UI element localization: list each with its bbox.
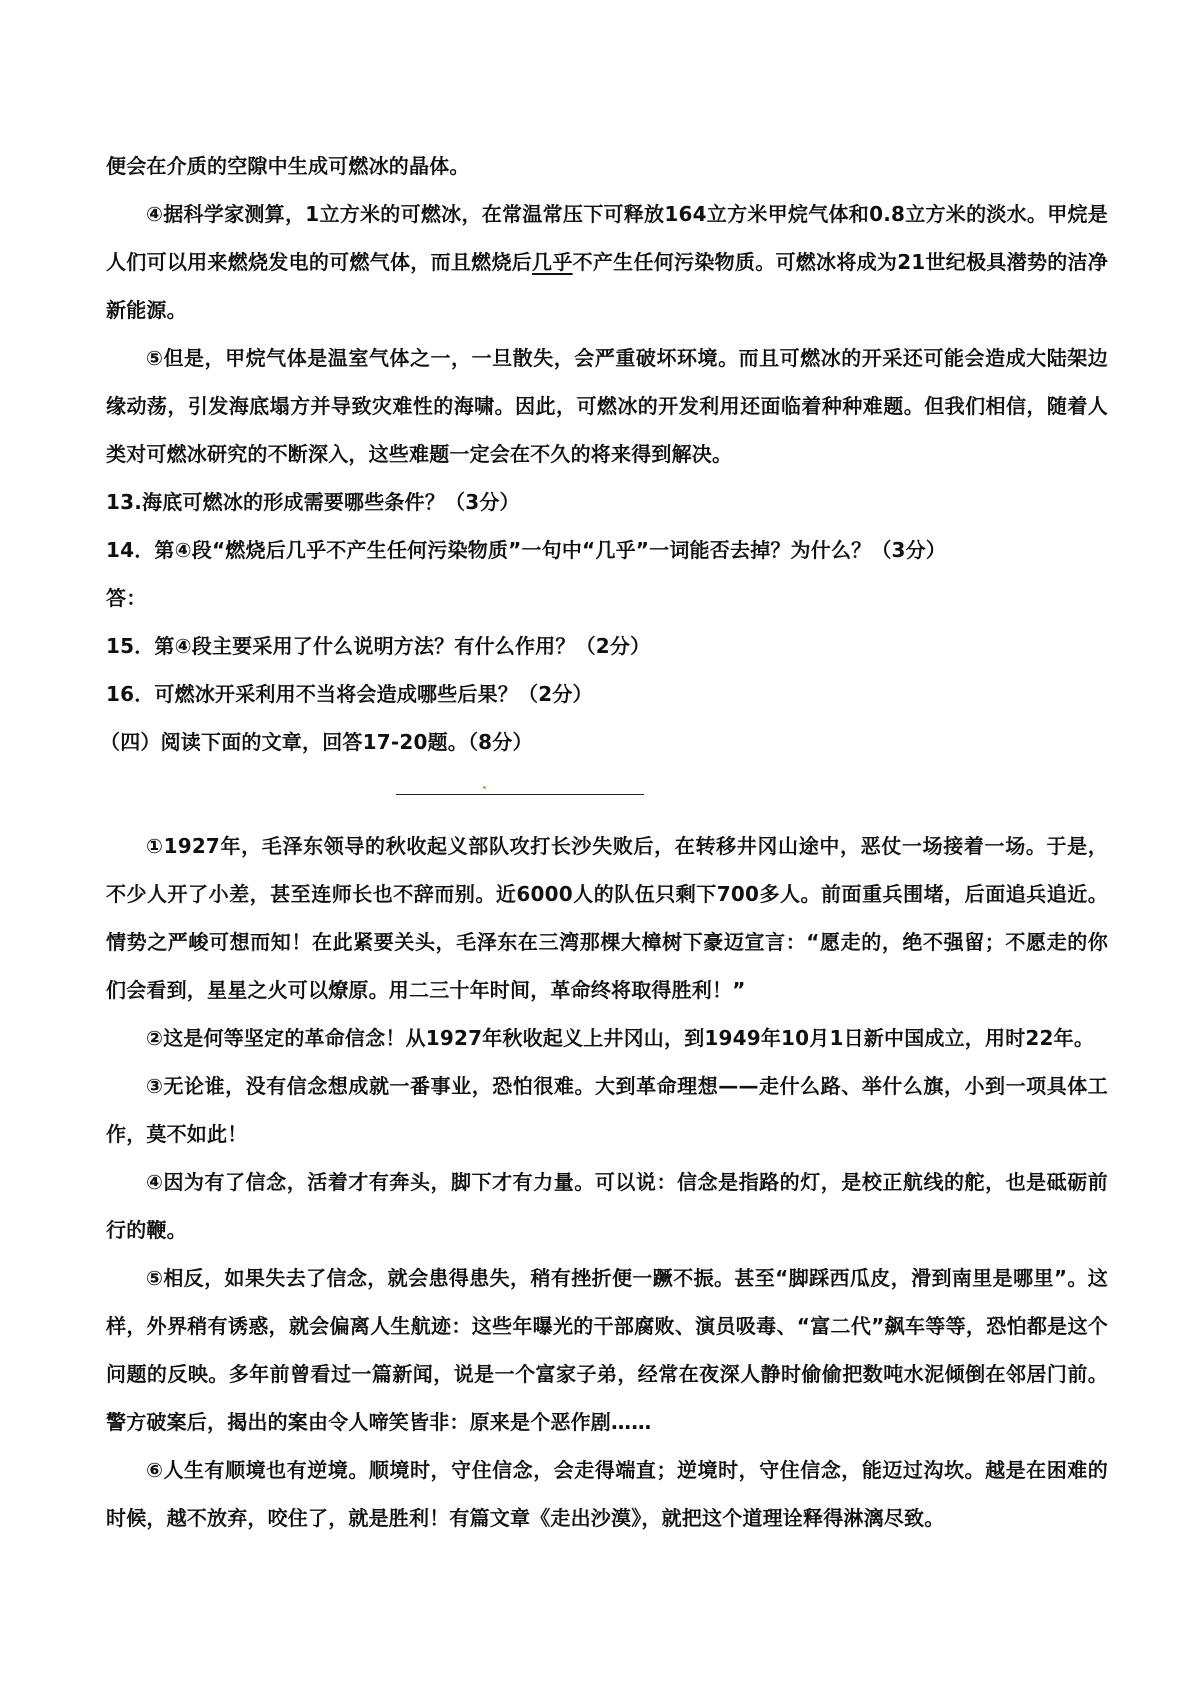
title-blank-line — [106, 766, 1108, 814]
question-13: 13.海底可燃冰的形成需要哪些条件？（3分） — [106, 490, 520, 514]
article-paragraph-4: ④因为有了信念，活着才有奔头，脚下才有力量。可以说：信念是指路的灯，是校正航线的舵，也是砥砺前行的鞭。 — [106, 1170, 1108, 1242]
article-paragraph-3: ③无论谁，没有信念想成就一番事业，恐怕很难。大到革命理想——走什么路、举什么旗，小到一项具体工作，莫不如此！ — [106, 1074, 1108, 1146]
paragraph-4 — [106, 190, 1108, 334]
blank-underline — [396, 794, 644, 795]
underlined-word: 几乎 — [532, 250, 573, 274]
question-16: 16．可燃冰开采利用不当将会造成哪些后果？（2分） — [106, 682, 593, 706]
article-paragraph-6: ⑥人生有顺境也有逆境。顺境时，守住信念，会走得端直；逆境时，守住信念，能迈过沟坎。越是在困难的时候，越不放弃，咬住了，就是胜利！有篇文章《走出沙漠》，就把这个道理诠释得淋漓尽致。 — [106, 1458, 1108, 1530]
paragraph-5: ⑤但是，甲烷气体是温室气体之一，一旦散失，会严重破坏环境。而且可燃冰的开采还可能会造成大陆架边缘动荡，引发海底塌方并导致灾难性的海啸。因此，可燃冰的开发利用还面临着种种难题。但我们相信，随着人类对可燃冰研究的不断深入，这些难题一定会在不久的将来得到解决。 — [106, 346, 1108, 466]
article-paragraph-1: ①1927年，毛泽东领导的秋收起义部队攻打长沙失败后，在转移井冈山途中，恶仗一场接着一场。于是，不少人开了小差，甚至连师长也不辞而别。近6000人的队伍只剩下700多人。前面重兵围堵，后面追兵追近。情势之严峻可想而知！在此紧要关头，毛泽东在三湾那棵大樟树下豪迈宣言：“愿走的，绝不强留；不愿走的你们会看到，星星之火可以燎原。用二三十年时间，革命终将取得胜利！” — [106, 834, 1108, 1002]
article-paragraph-2: ②这是何等坚定的革命信念！从1927年秋收起义上井冈山，到1949年10月1日新中国成立，用时22年。 — [146, 1026, 1095, 1050]
answer-label: 答： — [106, 586, 147, 610]
paragraph-4-after: 不产生任何污染物质。可燃冰将成为21世纪极具潜势的洁净新能源。 — [106, 250, 1109, 322]
section-4-heading: （四）阅读下面的文章，回答17-20题。（8分） — [100, 730, 533, 754]
spacer — [106, 814, 1108, 822]
question-14: 14．第④段“燃烧后几乎不产生任何污染物质”一句中“几乎”一词能否去掉？为什么？（3分） — [106, 538, 947, 562]
document-content — [100, 142, 1109, 1542]
article-paragraph-5: ⑤相反，如果失去了信念，就会患得患失，稍有挫折便一蹶不振。甚至“脚踩西瓜皮，滑到南里是哪里”。这样，外界稍有诱惑，就会偏离人生航迹：这些年曝光的干部腐败、演员吸毒、“富二代”飙车等等，恐怕都是这个问题的反映。多年前曾看过一篇新闻，说是一个富家子弟，经常在夜深人静时偷偷把数吨水泥倾倒在邻居门前。警方破案后，揭出的案由令人啼笑皆非：原来是个恶作剧…… — [106, 1266, 1108, 1434]
paragraph-continued: 便会在介质的空隙中生成可燃冰的晶体。 — [106, 154, 470, 178]
paragraph-4-before: ④据科学家测算，1立方米的可燃冰，在常温常压下可释放164立方米甲烷气体和0.8立方米的淡水。甲烷是人们可以用来燃烧发电的可燃气体，而且燃烧后 — [106, 202, 1108, 274]
question-15: 15．第④段主要采用了什么说明方法？有什么作用？（2分） — [106, 634, 651, 658]
ink-dot — [483, 786, 486, 789]
